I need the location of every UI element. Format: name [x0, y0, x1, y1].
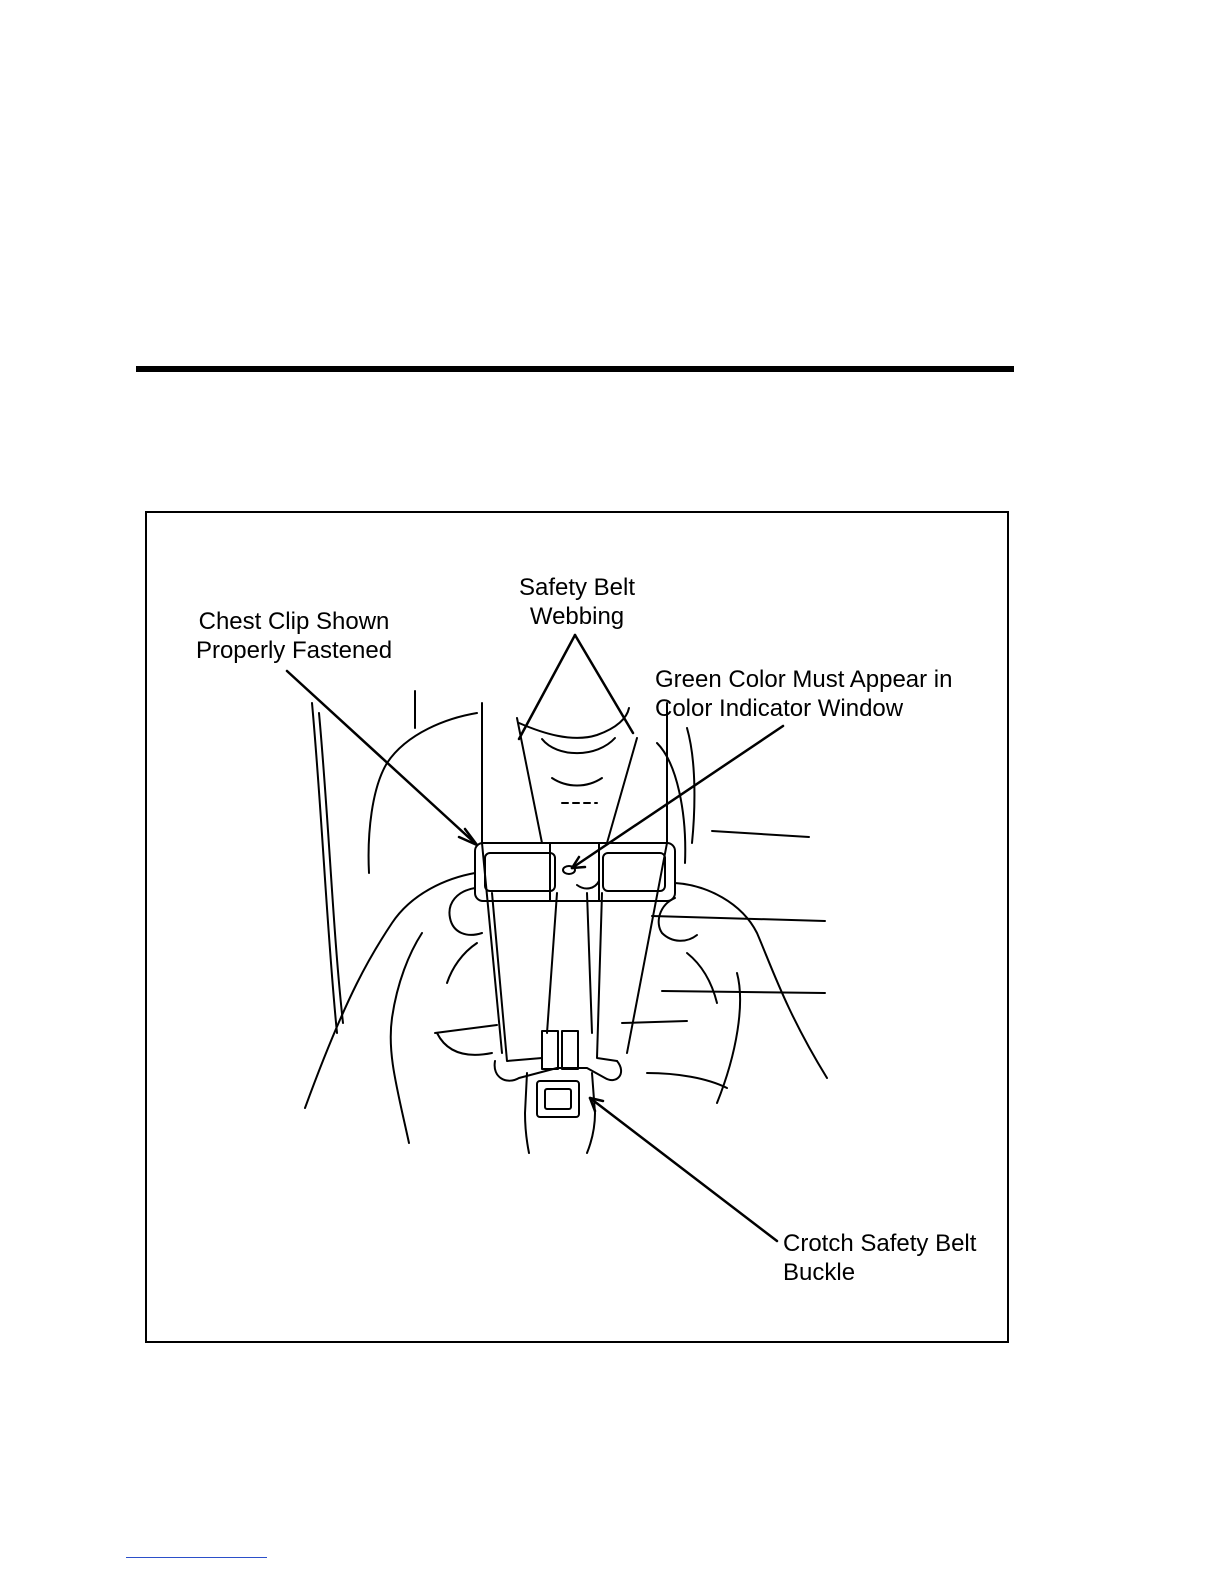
- chest-clip-label: Chest Clip Shown Properly Fastened: [195, 608, 393, 664]
- hands: [305, 873, 827, 1143]
- crotch-buckle: [495, 1031, 621, 1153]
- leader-lines: [287, 635, 783, 1241]
- seat-outline: [312, 691, 825, 1033]
- webbing-straps: [482, 703, 667, 1061]
- webbing-label: Safety Belt Webbing: [518, 574, 636, 630]
- crotch-buckle-label: Crotch Safety Belt Buckle: [783, 1230, 977, 1286]
- green-color-label: Green Color Must Appear in Color Indicator Window: [655, 666, 953, 722]
- footer-link-underline[interactable]: [126, 1557, 267, 1558]
- safety-harness-illustration: [145, 511, 1009, 1343]
- section-divider-rule: [136, 366, 1014, 372]
- chest-clip: [475, 843, 675, 901]
